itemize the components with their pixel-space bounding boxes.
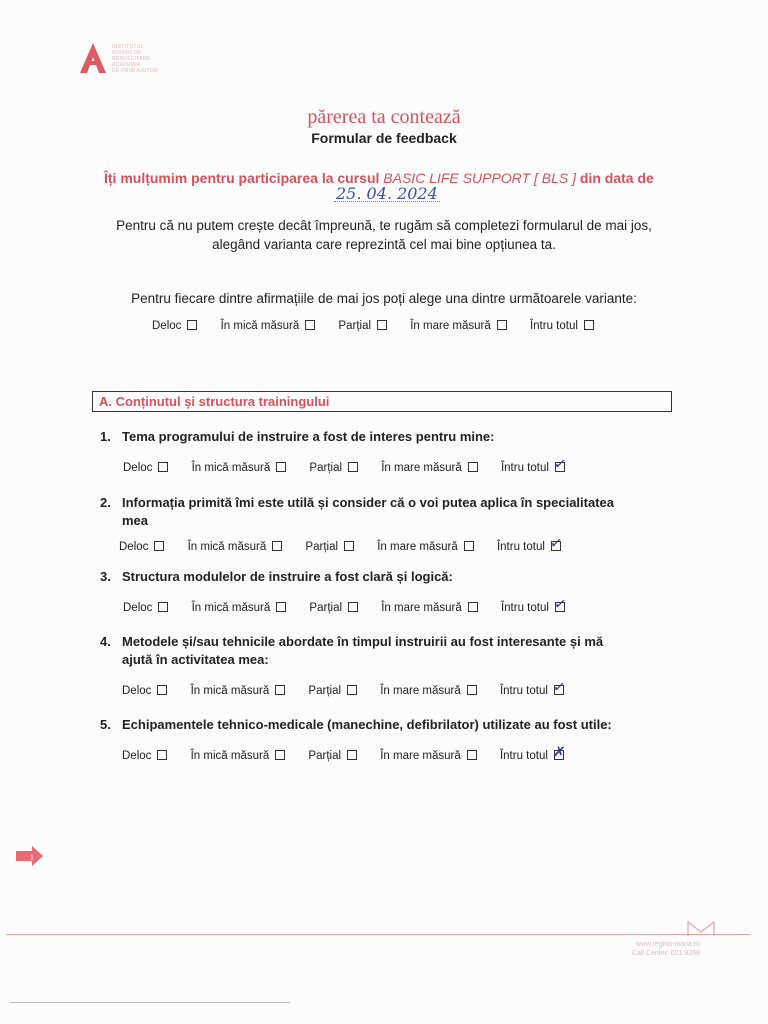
intro-line-2: alegând varianta care reprezintă cel mai bine opțiunea ta. [212,237,556,252]
page-arrow-icon [16,846,44,866]
answer-option-in-mare-masura[interactable]: În mare măsură [377,541,474,553]
checkbox[interactable] [348,602,358,612]
footer-contact [600,940,700,958]
answer-row-5 [122,742,584,762]
legend-option: În mare măsură [410,320,507,332]
answer-option-partial[interactable]: Parțial [308,750,357,762]
brand-m-icon [686,920,716,938]
page-number: 1 [30,854,34,862]
checkbox-checked[interactable] [551,677,567,697]
checkbox[interactable] [468,462,478,472]
answer-option-intru-totul[interactable]: Întru totul ✗ [499,742,567,762]
answer-option-deloc[interactable]: Deloc [122,685,167,697]
answer-row-2 [119,533,581,553]
footer-divider [6,934,750,935]
legend-option: Parțial [338,320,387,332]
question-number: 4. [100,634,111,649]
checkbox[interactable] [468,602,478,612]
question-2 [100,494,660,530]
checkbox[interactable] [275,685,285,695]
form-subtitle: Formular de feedback [311,130,457,146]
question-text-cont: ajută în activitatea mea: [122,652,269,667]
checkbox[interactable] [347,750,357,760]
checkbox-checked[interactable] [551,742,567,762]
checkbox-icon [187,320,197,330]
handwritten-check-icon: ✓ [552,594,568,614]
question-text-cont: mea [122,513,149,528]
handwritten-check-icon: ✓ [552,454,568,474]
checkbox[interactable] [157,750,167,760]
thanks-suffix: din data de [576,170,654,186]
answer-option-in-mica-masura[interactable]: În mică măsură [191,685,286,697]
question-4 [100,633,660,669]
intro-paragraph [90,216,678,254]
question-3 [100,568,660,586]
legend-option: Deloc [152,320,197,332]
checkbox[interactable] [467,750,477,760]
footer-call-center: Call Center: 021 9268 [631,950,700,957]
handwritten-date[interactable]: 25. 04. 2024 [336,184,438,203]
answer-option-deloc[interactable]: Deloc [119,541,164,553]
legend-option: În mică măsură [221,320,316,332]
question-1 [100,428,660,446]
checkbox[interactable] [347,685,357,695]
checkbox[interactable] [464,541,474,551]
footer-website[interactable]: www.regina-maria.ro [635,941,700,948]
question-number: 1. [100,429,111,444]
checkbox-icon [305,320,315,330]
answer-option-partial[interactable]: Parțial [308,685,357,697]
checkbox-checked[interactable] [552,594,568,614]
checkbox[interactable] [275,750,285,760]
question-text: Informația primită îmi este utilă și consider că o voi putea aplica în specialitatea [122,495,614,510]
checkbox[interactable] [276,602,286,612]
course-name: BASIC LIFE SUPPORT [ BLS ] [383,170,576,186]
bottom-rule [10,1002,290,1003]
institute-logo [78,42,158,76]
legend-option: Întru totul [530,320,594,332]
question-number: 5. [100,717,111,732]
checkbox[interactable] [348,462,358,472]
answer-option-in-mare-masura[interactable]: În mare măsură [380,750,477,762]
question-text: Tema programului de instruire a fost de interes pentru mine: [122,429,495,444]
section-title: A. Conținutul și structura trainingului [99,394,330,409]
answer-option-partial[interactable]: Parțial [309,602,358,614]
handwritten-check-icon: ✗ [551,742,567,762]
answer-option-intru-totul[interactable]: Întru totul ✓ [499,677,567,697]
checkbox-icon [377,320,387,330]
checkbox-icon [497,320,507,330]
checkbox[interactable] [344,541,354,551]
section-a-header [92,391,672,412]
answer-option-in-mare-masura[interactable]: În mare măsură [381,462,478,474]
intro-line-1: Pentru că nu putem crește decât împreună, te rugăm să completezi formularul de mai jos, [116,218,652,233]
legend-scale [152,320,614,332]
answer-option-deloc[interactable]: Deloc [122,750,167,762]
answer-option-deloc[interactable]: Deloc [123,602,168,614]
answer-option-in-mica-masura[interactable]: În mică măsură [192,462,287,474]
answer-option-partial[interactable]: Parțial [305,541,354,553]
instructions-text: Pentru fiecare dintre afirmațiile de mai jos poți alege una dintre următoarele variante: [131,291,637,306]
checkbox-icon [584,320,594,330]
question-5 [100,716,660,734]
question-text: Structura modulelor de instruire a fost clară și logică: [122,569,453,584]
answer-option-in-mica-masura[interactable]: În mică măsură [191,750,286,762]
answer-option-in-mare-masura[interactable]: În mare măsură [381,602,478,614]
checkbox[interactable] [467,685,477,695]
answer-option-intru-totul[interactable]: Întru totul ✓ [496,533,564,553]
checkbox[interactable] [272,541,282,551]
answer-option-in-mica-masura[interactable]: În mică măsură [188,541,283,553]
checkbox[interactable] [154,541,164,551]
answer-option-intru-totul[interactable]: Întru totul ✓ [500,454,568,474]
page-title: părerea ta contează [307,106,461,128]
answer-row-3 [123,594,585,614]
question-number: 2. [100,495,111,510]
thanks-prefix: Îți mulțumim pentru participarea la cursul [104,170,384,186]
answer-row-1 [123,454,585,474]
handwritten-check-icon: ✓ [551,677,567,697]
question-text: Metodele și/sau tehnicile abordate în timpul instruirii au fost interesante și mă [122,634,604,649]
handwritten-check-icon: ✓ [548,533,564,553]
checkbox-checked[interactable] [548,533,564,553]
answer-option-in-mare-masura[interactable]: În mare măsură [380,685,477,697]
answer-row-4 [122,677,584,697]
logo-text: INSTITUTUL ROMÂN DE RESUSCITARE ACADEMIA DE PRIM AJUTOR [112,44,159,74]
checkbox[interactable] [276,462,286,472]
answer-option-partial[interactable]: Parțial [309,462,358,474]
logo-a-icon [78,42,108,74]
answer-option-deloc[interactable]: Deloc [123,462,168,474]
checkbox-checked[interactable] [552,454,568,474]
checkbox[interactable] [157,685,167,695]
answer-option-in-mica-masura[interactable]: În mică măsură [192,602,287,614]
question-number: 3. [100,569,111,584]
checkbox[interactable] [158,462,168,472]
question-text: Echipamentele tehnico-medicale (manechine, defibrilator) utilizate au fost utile: [122,717,612,732]
answer-option-intru-totul[interactable]: Întru totul ✓ [500,594,568,614]
checkbox[interactable] [158,602,168,612]
